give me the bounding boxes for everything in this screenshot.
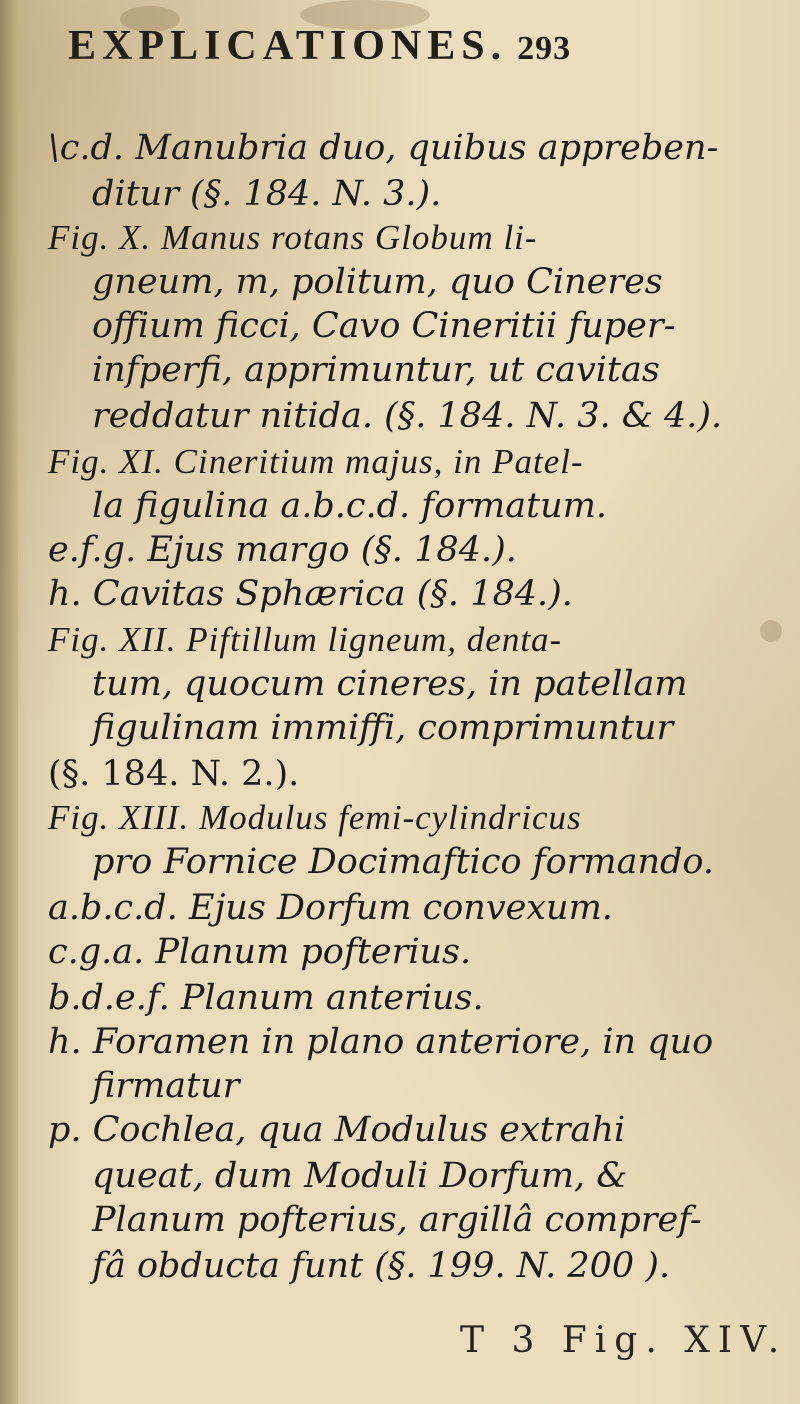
text-line: (§. 184. N. 2.). [48, 754, 300, 794]
text-line: Fig. XI. Cineritium majus, in Patel- [48, 442, 584, 481]
text-line: c.g.a. Planum pofterius. [48, 932, 472, 972]
text-line: figulinam immiffi, comprimuntur [92, 708, 674, 748]
text-line: p. Cochlea, qua Modulus extrahi [48, 1110, 626, 1150]
text-line: ditur (§. 184. N. 3.). [92, 174, 442, 214]
text-line: reddatur nitida. (§. 184. N. 3. & 4.). [92, 396, 723, 436]
page-header [68, 22, 708, 70]
text-line: infperfi, apprimuntur, ut cavitas [92, 350, 660, 390]
text-line: \c.d. Manubria duo, quibus appreben- [48, 128, 719, 168]
text-line: a.b.c.d. Ejus Dorfum convexum. [48, 888, 613, 928]
text-line: Fig. XII. Piftillum ligneum, denta- [48, 620, 563, 659]
text-line: b.d.e.f. Planum anterius. [48, 978, 484, 1018]
text-line: gneum, m, politum, quo Cineres [92, 262, 663, 302]
page-number: 293 [517, 30, 572, 67]
text-line: fâ obducta funt (§. 199. N. 200 ). [92, 1246, 671, 1286]
text-line: e.f.g. Ejus margo (§. 184.). [48, 530, 517, 570]
text-line: Fig. XIII. Modulus femi-cylindricus [48, 798, 582, 837]
text-line: Fig. X. Manus rotans Globum li- [48, 218, 538, 257]
text-line: queat, dum Moduli Dorfum, & [92, 1156, 628, 1196]
text-line: la figulina a.b.c.d. formatum. [92, 486, 608, 526]
text-line: offium ficci, Cavo Cineritii fuper- [92, 306, 676, 346]
text-line: pro Fornice Docimaftico formando. [92, 842, 715, 882]
catchword: T 3 Fig. XIV. [460, 1320, 788, 1361]
text-line: h. Cavitas Sphærica (§. 184.). [48, 574, 573, 614]
text-line: Planum pofterius, argillâ compref- [92, 1200, 702, 1240]
text-line: firmatur [92, 1066, 240, 1106]
running-title: EXPLICATIONES. [68, 23, 508, 69]
page-gutter [0, 0, 18, 1404]
text-line: h. Foramen in plano anteriore, in quo [48, 1022, 714, 1062]
text-line: tum, quocum cineres, in patellam [92, 664, 688, 704]
foxing-stain [760, 620, 782, 642]
